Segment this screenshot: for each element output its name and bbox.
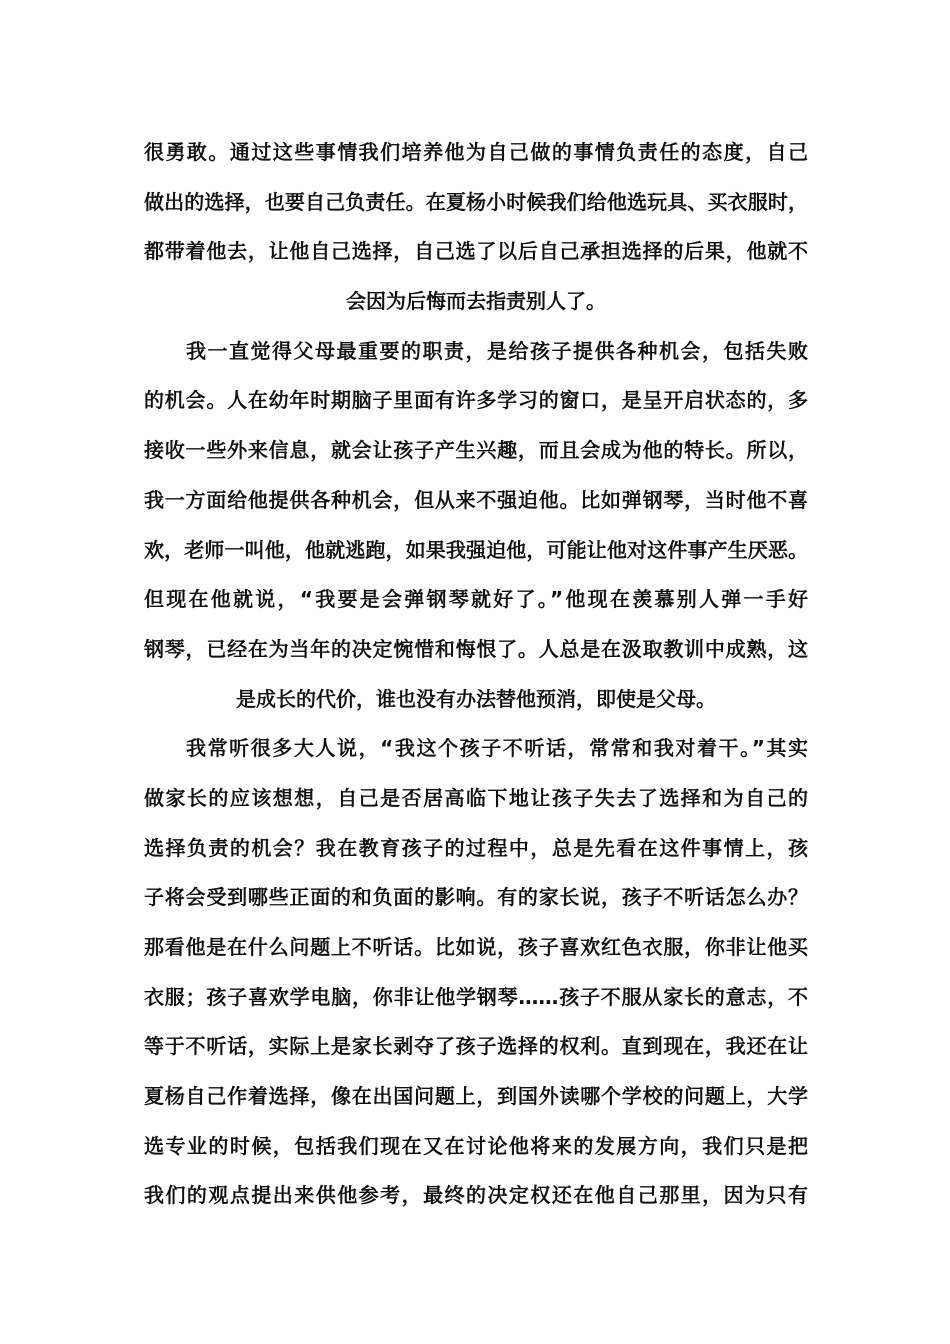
- text-line: 欢，老师一叫他，他就逃跑，如果我强迫他，可能让他对这件事产生厌恶。: [144, 537, 808, 562]
- paragraph-first-line: 我一直觉得父母最重要的职责，是给孩子提供各种机会，包括失败: [186, 338, 808, 363]
- text-line: 衣服；孩子喜欢学电脑，你非让他学钢琴……孩子不服从家长的意志，不: [144, 984, 808, 1009]
- text-line: 那看他是在什么问题上不听话。比如说，孩子喜欢红色衣服，你非让他买: [144, 935, 808, 959]
- text-line: 选择负责的机会？我在教育孩子的过程中，总是先看在这件事情上，孩: [144, 835, 808, 860]
- text-line: 但现在他就说，“我要是会弹钢琴就好了。”他现在羡慕别人弹一手好: [144, 587, 808, 612]
- text-line: 子将会受到哪些正面的和负面的影响。有的家长说，孩子不听话怎么办？: [144, 885, 808, 910]
- paragraph-last-line: 会因为后悔而去指责别人了。: [346, 289, 606, 314]
- text-line: 接收一些外来信息，就会让孩子产生兴趣，而且会成为他的特长。所以，: [144, 438, 808, 463]
- text-line: 的机会。人在幼年时期脑子里面有许多学习的窗口，是呈开启状态的，多: [144, 388, 808, 413]
- text-line: 我一方面给他提供各种机会，但从来不强迫他。比如弹钢琴，当时他不喜: [144, 487, 808, 512]
- text-line: 很勇敢。通过这些事情我们培养他为自己做的事情负责任的态度，自己: [144, 140, 808, 164]
- body-text: [144, 128, 808, 1221]
- text-line: 做出的选择，也要自己负责任。在夏杨小时候我们给他选玩具、买衣服时，: [144, 189, 808, 214]
- text-line: 做家长的应该想想，自己是否居高临下地让孩子失去了选择和为自己的: [144, 785, 808, 810]
- text-line: 钢琴，已经在为当年的决定惋惜和悔恨了。人总是在汲取教训中成熟，这: [144, 636, 808, 661]
- text-line: 都带着他去，让他自己选择，自己选了以后自己承担选择的后果，他就不: [144, 239, 808, 264]
- text-line: 我们的观点提出来供他参考，最终的决定权还在他自己那里，因为只有: [144, 1183, 808, 1208]
- paragraph-last-line: 是成长的代价，谁也没有办法替他预消，即使是父母。: [236, 686, 716, 711]
- paragraph-first-line: 我常听很多大人说，“我这个孩子不听话，常常和我对着干。”其实: [186, 736, 808, 761]
- text-line: 选专业的时候，包括我们现在又在讨论他将来的发展方向，我们只是把: [144, 1133, 808, 1158]
- text-line: 夏杨自己作着选择，像在出国问题上，到国外读哪个学校的问题上，大学: [144, 1084, 808, 1109]
- text-line: 等于不听话，实际上是家长剥夺了孩子选择的权利。直到现在，我还在让: [144, 1034, 808, 1059]
